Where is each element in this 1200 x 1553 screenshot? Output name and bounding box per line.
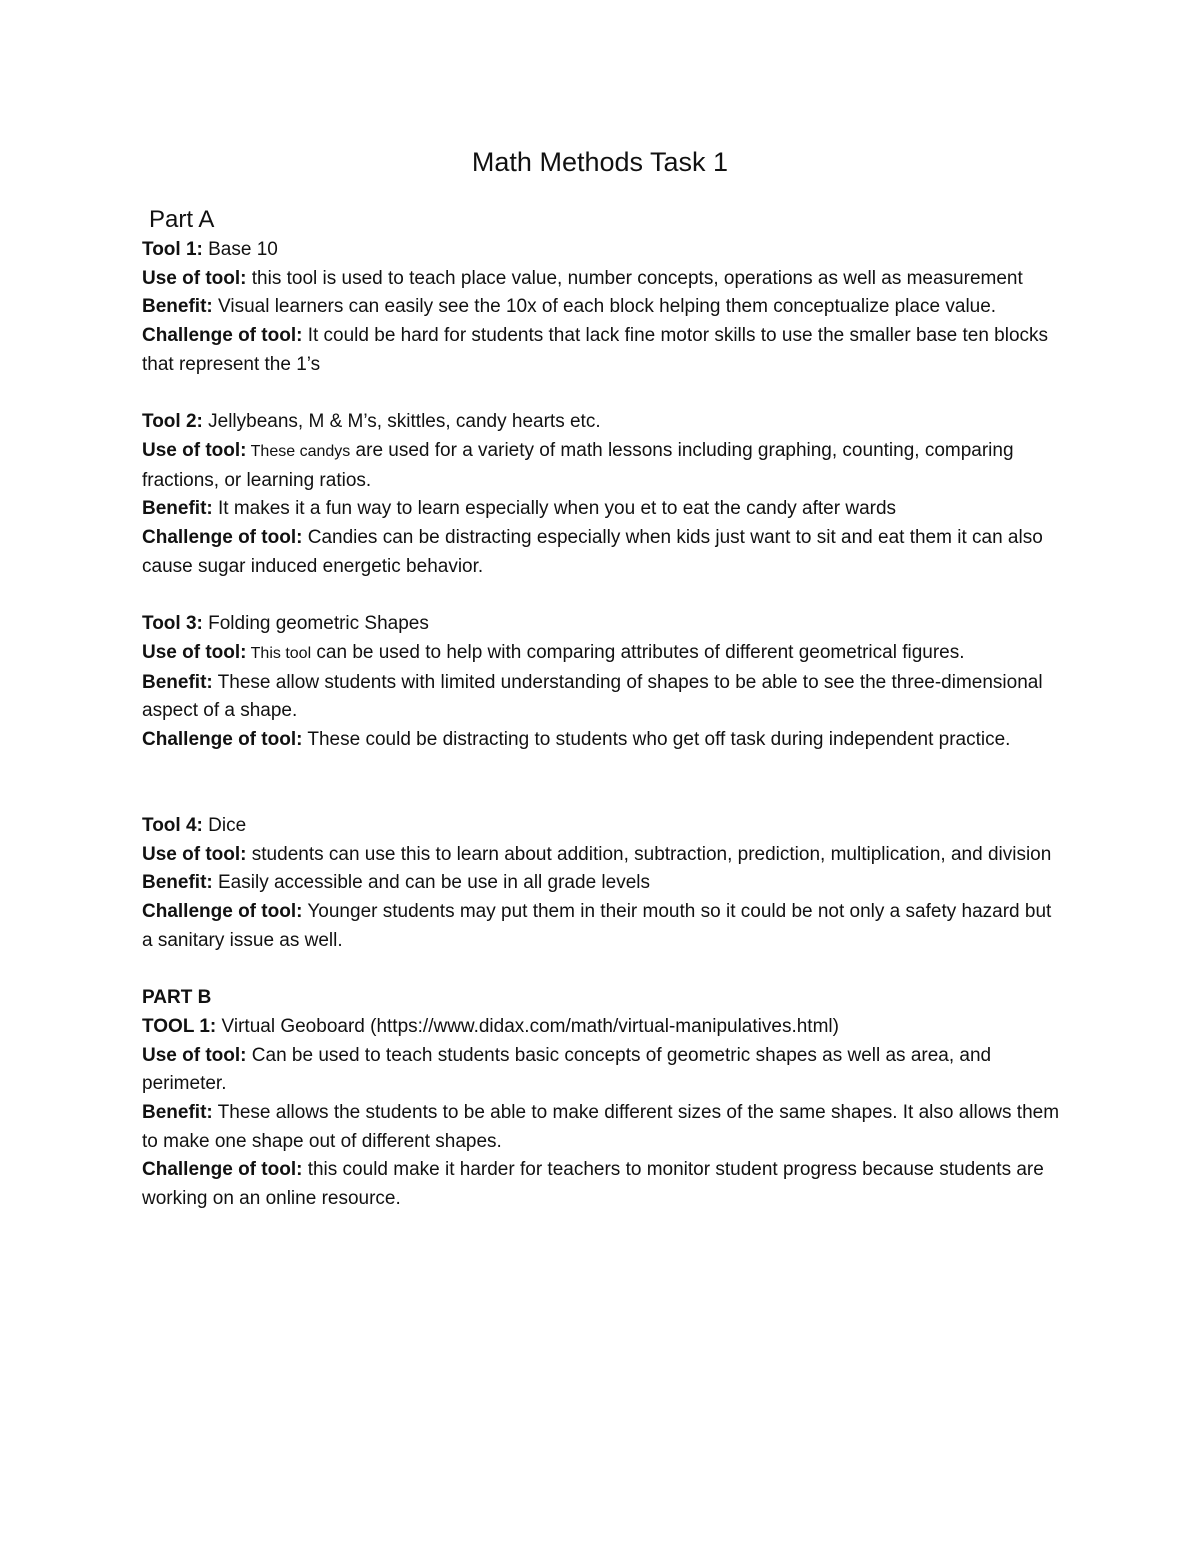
spacer — [142, 380, 1062, 409]
benefit-text: Easily accessible and can be use in all grade levels — [212, 872, 650, 894]
use-text-small: These candys — [246, 442, 351, 460]
tool-2-line — [142, 408, 1062, 437]
use-text-small: This tool — [246, 644, 312, 662]
tool-1-benefit — [142, 293, 1062, 322]
challenge-label: Challenge of tool: — [142, 901, 303, 923]
tool-name: Base 10 — [202, 239, 278, 260]
tool-3-line — [142, 610, 1062, 639]
part-b-tool-1-line — [142, 1013, 1062, 1042]
use-text: this tool is used to teach place value, number concepts, operations as well as measurement — [246, 267, 1023, 289]
use-text: are used for a variety of math lessons including graphing, counting, comparing fractions, or learning ratios. — [142, 439, 1014, 491]
tool-4-challenge — [142, 898, 1062, 955]
challenge-label: Challenge of tool: — [142, 1159, 303, 1181]
tool-label: Tool 1: — [142, 239, 203, 260]
tool-name: Folding geometric Shapes — [202, 613, 429, 635]
spacer — [142, 581, 1062, 610]
tool-1-section — [142, 236, 1062, 380]
part-b-tool-1-challenge — [142, 1156, 1062, 1213]
tool-1-line — [142, 236, 1062, 265]
challenge-label: Challenge of tool: — [142, 527, 303, 549]
tool-name: Dice — [202, 815, 247, 837]
challenge-label: Challenge of tool: — [142, 325, 303, 347]
benefit-text: Visual learners can easily see the 10x of each block helping them conceptualize place value. — [212, 296, 997, 318]
tool-2-section — [142, 408, 1062, 581]
part-b-heading: PART B — [142, 987, 212, 1009]
tool-4-use — [142, 841, 1062, 870]
benefit-label: Benefit: — [142, 498, 213, 520]
benefit-text: It makes it a fun way to learn especially when you et to eat the candy after wards — [212, 498, 897, 520]
tool-name: Jellybeans, M & M’s, skittles, candy hearts etc. — [202, 411, 601, 433]
tool-label: Tool 3: — [142, 613, 203, 635]
benefit-label: Benefit: — [142, 296, 213, 318]
tool-3-use — [142, 639, 1062, 669]
use-label: Use of tool: — [142, 267, 247, 289]
tool-4-benefit — [142, 869, 1062, 898]
tool-3-benefit — [142, 669, 1062, 726]
use-label: Use of tool: — [142, 641, 247, 663]
spacer — [142, 956, 1062, 985]
tool-3-challenge — [142, 726, 1062, 755]
tool-label: Tool 2: — [142, 411, 203, 433]
use-label: Use of tool: — [142, 1044, 247, 1066]
tool-2-use — [142, 437, 1062, 495]
document-title: Math Methods Task 1 — [471, 147, 729, 177]
tool-4-line — [142, 812, 1062, 841]
benefit-label: Benefit: — [142, 872, 213, 894]
challenge-text: These could be distracting to students who get off task during independent practice. — [302, 728, 1011, 750]
tool-3-section — [142, 610, 1062, 755]
tool-2-challenge — [142, 524, 1062, 581]
part-b-tool-1-section — [142, 1013, 1062, 1214]
tool-1-use — [142, 265, 1062, 294]
tool-label: TOOL 1: — [142, 1015, 217, 1037]
challenge-text: Candies can be distracting especially when kids just want to sit and eat them it can also cause sugar induced energetic behavior. — [142, 527, 1043, 577]
benefit-text: These allow students with limited understanding of shapes to be able to see the three-dimensional aspect of a shape. — [142, 671, 1043, 722]
challenge-text: It could be hard for students that lack fine motor skills to use the smaller base ten blocks that represent the 1’s — [142, 325, 1049, 375]
challenge-text: this could make it harder for teachers to monitor student progress because students are working on an online resource. — [142, 1159, 1044, 1210]
tool-1-challenge — [142, 322, 1062, 379]
use-text: Can be used to teach students basic concepts of geometric shapes as well as area, and perimeter. — [142, 1044, 992, 1095]
benefit-label: Benefit: — [142, 671, 213, 693]
part-b-tool-1-use — [142, 1042, 1062, 1099]
use-label: Use of tool: — [142, 439, 247, 461]
tool-label: Tool 4: — [142, 815, 203, 837]
benefit-text: These allows the students to be able to make different sizes of the same shapes. It also allows them to make one shape out of different shapes. — [142, 1102, 1060, 1152]
use-label: Use of tool: — [142, 843, 247, 865]
tool-4-section — [142, 812, 1062, 956]
benefit-label: Benefit: — [142, 1102, 213, 1124]
use-text: students can use this to learn about addition, subtraction, prediction, multiplication, and division — [246, 843, 1052, 865]
part-a-heading: Part A — [149, 206, 215, 233]
challenge-label: Challenge of tool: — [142, 728, 303, 750]
part-b-tool-1-benefit — [142, 1099, 1062, 1156]
use-text: can be used to help with comparing attributes of different geometrical figures. — [311, 641, 965, 663]
tool-name: Virtual Geoboard (https://www.didax.com/math/virtual-manipulatives.html) — [216, 1015, 839, 1037]
tool-2-benefit — [142, 495, 1062, 524]
challenge-text: Younger students may put them in their mouth so it could be not only a safety hazard but a sanitary issue as well. — [142, 901, 1052, 951]
document-body — [142, 204, 1062, 1214]
spacer — [142, 755, 1062, 812]
